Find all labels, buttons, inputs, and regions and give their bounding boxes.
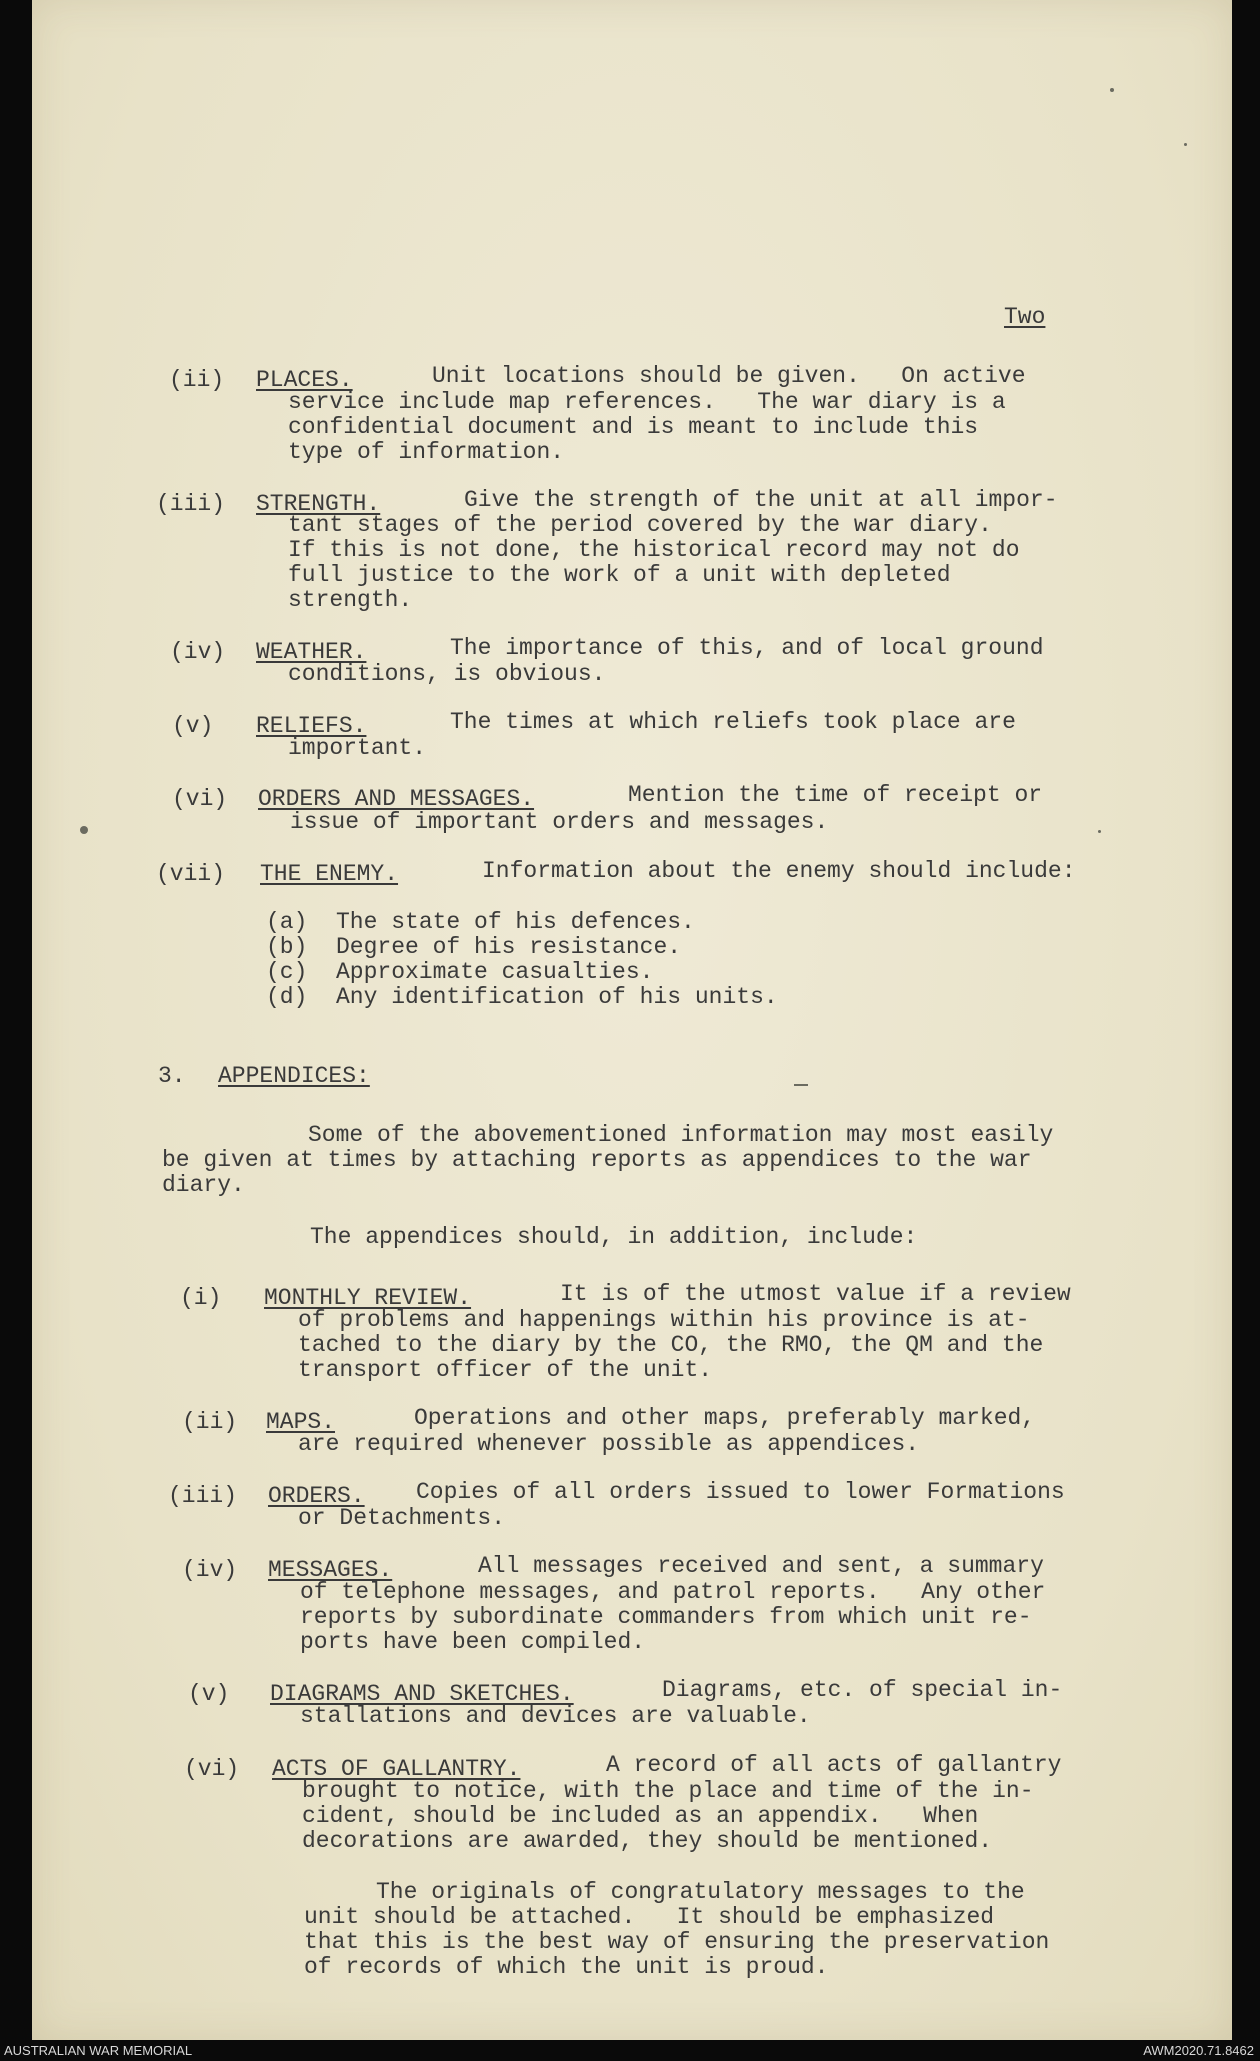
paper-mark [794,1084,808,1086]
item-line: stallations and devices are valuable. [300,1703,811,1729]
paper-mark [1098,830,1101,833]
document-page [32,0,1232,2040]
item-heading: STRENGTH. [256,491,381,517]
item-line: Diagrams, etc. of special in- [662,1677,1063,1703]
item-line: ports have been compiled. [300,1629,646,1655]
item-line: All messages received and sent, a summary [478,1553,1044,1579]
item-line: of telephone messages, and patrol reports. Any other [300,1579,1046,1605]
item-heading: WEATHER. [256,639,367,665]
paper-mark [1110,88,1114,92]
item-heading: MONTHLY REVIEW. [264,1285,472,1311]
para-line: Some of the abovementioned information may most easily [308,1122,1054,1148]
item-line: tached to the diary by the CO, the RMO, the QM and the [298,1332,1044,1358]
item-line: The times at which reliefs took place are [450,709,1016,735]
item-line: service include map references. The war diary is a [288,389,1006,415]
archive-footer [0,2040,1260,2061]
para-line: diary. [162,1172,245,1198]
item-line: reports by subordinate commanders from which unit re- [300,1604,1032,1630]
subitem-text: Any identification of his units. [336,984,778,1010]
item-heading: THE ENEMY. [260,861,399,887]
item-number: (iii) [168,1483,238,1509]
item-line: of problems and happenings within his province is at- [298,1307,1030,1333]
item-heading: ACTS OF GALLANTRY. [272,1756,521,1782]
item-line: type of information. [288,439,565,465]
item-number: (vi) [172,786,228,812]
item-line: or Detachments. [298,1505,506,1531]
item-number: (iv) [182,1557,238,1583]
item-line: Give the strength of the unit at all impor- [464,487,1058,513]
item-number: (ii) [169,367,225,393]
item-line: issue of important orders and messages. [290,809,829,835]
item-heading: DIAGRAMS AND SKETCHES. [270,1681,574,1707]
para-line: of records of which the unit is proud. [304,1954,829,1980]
item-heading: RELIEFS. [256,713,367,739]
subitem-letter: (b) [266,934,308,960]
item-number: (i) [180,1285,222,1311]
item-line: Unit locations should be given. On active [432,363,1026,389]
item-number: (v) [188,1681,230,1707]
item-number: (vi) [184,1756,240,1782]
item-number: (iv) [170,639,226,665]
section-title: APPENDICES: [218,1063,370,1089]
item-line: brought to notice, with the place and time of the in- [302,1778,1034,1804]
item-line: If this is not done, the historical record may not do [288,537,1020,563]
item-line: It is of the utmost value if a review [560,1281,1071,1307]
footer-reference: AWM2020.71.8462 [1143,2043,1254,2058]
item-line: are required whenever possible as appendices. [298,1431,920,1457]
subitem-letter: (d) [266,984,308,1010]
item-line: strength. [288,587,413,613]
item-line: A record of all acts of gallantry [606,1752,1062,1778]
item-heading: PLACES. [256,367,353,393]
item-heading: ORDERS. [268,1483,365,1509]
subitem-text: The state of his defences. [336,909,695,935]
item-line: Information about the enemy should include: [482,858,1076,884]
item-line: The importance of this, and of local ground [450,635,1044,661]
para-line: The originals of congratulatory messages to the [376,1879,1025,1905]
paper-mark [80,826,88,834]
item-line: Mention the time of receipt or [628,782,1043,808]
intro-line: The appendices should, in addition, include: [310,1224,918,1250]
paper-mark [1184,143,1187,146]
section-number: 3. [158,1063,186,1089]
item-heading: MAPS. [266,1409,336,1435]
item-line: full justice to the work of a unit with depleted [288,562,951,588]
para-line: be given at times by attaching reports as appendices to the war [162,1147,1032,1173]
item-line: cident, should be included as an appendix. When [302,1803,979,1829]
footer-institution: AUSTRALIAN WAR MEMORIAL [4,2043,193,2058]
item-line: Operations and other maps, preferably marked, [414,1405,1036,1431]
para-line: that this is the best way of ensuring the preservation [304,1929,1050,1955]
subitem-text: Approximate casualties. [336,959,654,985]
item-heading: MESSAGES. [268,1557,393,1583]
subitem-letter: (c) [266,959,308,985]
item-line: confidential document and is meant to include this [288,414,979,440]
item-line: tant stages of the period covered by the war diary. [288,512,992,538]
item-line: transport officer of the unit. [298,1357,713,1383]
item-heading: ORDERS AND MESSAGES. [258,786,535,812]
subitem-text: Degree of his resistance. [336,934,682,960]
item-number: (vii) [156,861,226,887]
item-line: Copies of all orders issued to lower Formations [416,1479,1065,1505]
item-number: (v) [172,713,214,739]
item-line: important. [288,735,427,761]
page-marker: Two [1004,304,1046,330]
item-line: conditions, is obvious. [288,661,606,687]
item-number: (iii) [156,491,226,517]
para-line: unit should be attached. It should be emphasized [304,1904,995,1930]
item-line: decorations are awarded, they should be mentioned. [302,1828,993,1854]
item-number: (ii) [182,1409,238,1435]
subitem-letter: (a) [266,909,308,935]
